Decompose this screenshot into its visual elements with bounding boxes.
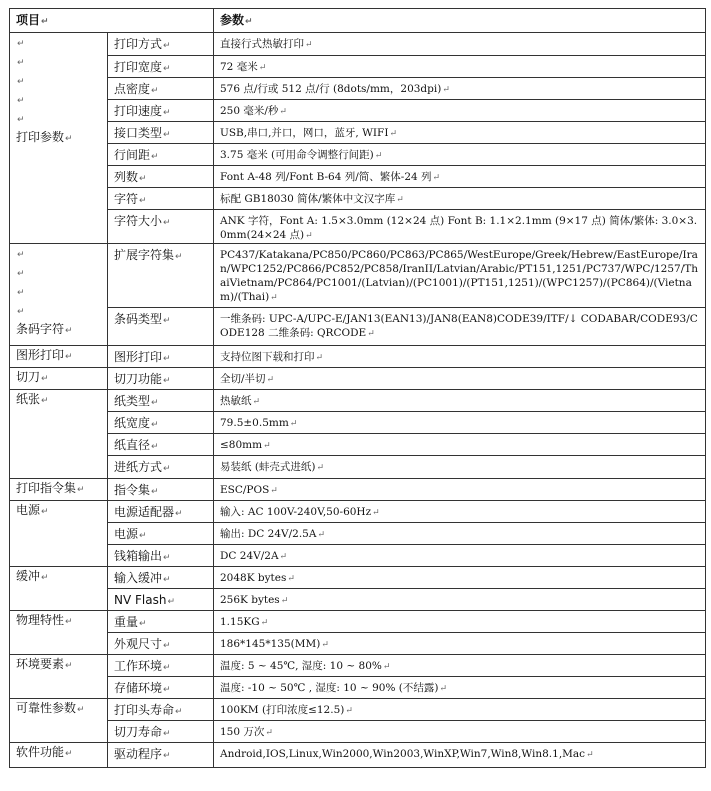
item-label: 纸宽度 (114, 416, 151, 430)
value-cell (214, 100, 706, 122)
paragraph-mark: ↵ (151, 420, 159, 430)
table-row (10, 677, 706, 699)
value-text: Android,IOS,Linux,Win2000,Win2003,WinXP,Win7,Win8,Win8.1,Mac (220, 748, 586, 760)
paragraph-mark: ↵ (305, 40, 313, 50)
section-label: 条码字符↵ (16, 322, 73, 336)
paragraph-mark: ↵ (163, 130, 171, 140)
paragraph-mark: ↵ (266, 375, 275, 385)
item-label: 工作环境 (114, 659, 163, 673)
paragraph-mark: ↵ (163, 729, 171, 739)
item-label: 钱箱输出 (114, 549, 163, 563)
section-label-cell (10, 567, 108, 611)
value-text: 576 点/行或 512 点/行 (8dots/mm，203dpi) (220, 83, 442, 95)
item-cell (108, 589, 214, 611)
item-cell (108, 721, 214, 743)
value-text: 100KM (打印浓度≤12.5) (220, 704, 345, 716)
paragraph-mark: ↵ (175, 252, 183, 262)
value-cell (214, 589, 706, 611)
value-cell (214, 368, 706, 390)
value-text: 79.5±0.5mm (220, 417, 289, 429)
section-label-cell (10, 655, 108, 699)
table-row (10, 655, 706, 677)
paragraph-mark: ↵ (163, 553, 171, 563)
value-text: 150 万次 (220, 726, 265, 738)
header-param: 参数↵ (214, 9, 706, 33)
value-cell (214, 611, 706, 633)
value-cell (214, 743, 706, 768)
paragraph-mark: ↵ (175, 707, 183, 717)
item-cell (108, 633, 214, 655)
value-text: ANK 字符，Font A: 1.5×3.0mm (12×24 点) Font B: 1.1×2.1mm (9×17 点) 简体/繁体: 3.0×3.0mm(24×24 点) (220, 215, 698, 241)
paragraph-mark: ↵ (382, 662, 391, 672)
value-text: 一维条码: UPC-A/UPC-E/JAN13(EAN13)/JAN8(EAN8)CODE39/ITF/↓ CODABAR/CODE93/CODE128 二维条码: QRCODE (220, 313, 698, 339)
paragraph-mark: ↵ (374, 151, 383, 161)
paragraph-mark: ↵ (41, 573, 49, 583)
paragraph-mark: ↵ (77, 705, 85, 715)
item-cell (108, 56, 214, 78)
paragraph-mark: ↵ (316, 463, 325, 473)
section-label: 图形打印↵ (16, 348, 73, 362)
paragraph-mark: ↵ (17, 77, 25, 87)
table-row (10, 434, 706, 456)
section-label: 缓冲↵ (16, 569, 49, 583)
value-text: 温度: 5 ~ 45℃, 湿度: 10 ~ 80% (220, 660, 382, 672)
item-label: 电源 (114, 527, 139, 541)
paragraph-mark: ↵ (163, 376, 171, 386)
value-text: 输入: AC 100V-240V,50-60Hz (220, 506, 372, 518)
item-cell (108, 188, 214, 210)
table-row (10, 78, 706, 100)
paragraph-mark: ↵ (17, 250, 25, 260)
paragraph-mark: ↵ (163, 464, 171, 474)
value-cell (214, 501, 706, 523)
section-label-cell (10, 33, 108, 244)
paragraph-mark: ↵ (17, 307, 25, 317)
value-text: 热敏纸 (220, 395, 252, 407)
paragraph-mark: ↵ (163, 575, 171, 585)
paragraph-mark: ↵ (139, 174, 147, 184)
value-text: 易装纸 (蚌壳式进纸) (220, 461, 316, 473)
section-label-cell (10, 743, 108, 768)
value-text: Font A-48 列/Font B-64 列/简、繁体-24 列 (220, 171, 432, 183)
paragraph-mark: ↵ (17, 288, 25, 298)
item-cell (108, 611, 214, 633)
header-item: 项目↵ (10, 9, 214, 33)
table-row (10, 122, 706, 144)
section-label: 软件功能↵ (16, 745, 73, 759)
value-text: USB,串口,并口，网口，蓝牙, WIFI (220, 127, 389, 139)
item-label: 字符 (114, 192, 139, 206)
paragraph-mark: ↵ (252, 397, 261, 407)
paragraph-mark: ↵ (163, 663, 171, 673)
value-text: 2048K bytes (220, 572, 287, 584)
item-label: 接口类型 (114, 126, 163, 140)
table-row (10, 589, 706, 611)
section-label-cell (10, 611, 108, 655)
table-row (10, 188, 706, 210)
paragraph-mark: ↵ (65, 617, 73, 627)
value-text: ESC/POS (220, 484, 270, 496)
paragraph-mark: ↵ (289, 419, 298, 429)
value-cell (214, 699, 706, 721)
value-cell (214, 33, 706, 56)
paragraph-mark: ↵ (139, 619, 147, 629)
paragraph-mark: ↵ (151, 398, 159, 408)
paragraph-mark: ↵ (345, 706, 353, 716)
table-row (10, 633, 706, 655)
section-label: 纸张↵ (16, 392, 49, 406)
paragraph-mark: ↵ (151, 487, 159, 497)
item-cell (108, 523, 214, 545)
table-row (10, 412, 706, 434)
value-text: 186*145*135(MM) (220, 638, 321, 650)
paragraph-mark: ↵ (372, 508, 380, 518)
table-row (10, 346, 706, 368)
value-cell (214, 655, 706, 677)
item-cell (108, 699, 214, 721)
paragraph-mark: ↵ (163, 108, 171, 118)
paragraph-mark: ↵ (65, 749, 73, 759)
paragraph-mark: ↵ (151, 152, 159, 162)
table-row (10, 166, 706, 188)
paragraph-mark: ↵ (65, 326, 73, 336)
paragraph-mark: ↵ (270, 293, 278, 303)
paragraph-mark: ↵ (442, 85, 450, 95)
table-row (10, 567, 706, 589)
section-label: 电源↵ (16, 503, 49, 517)
paragraph-mark: ↵ (17, 39, 25, 49)
item-cell (108, 677, 214, 699)
item-label: 纸类型 (114, 394, 151, 408)
paragraph-mark: ↵ (65, 352, 73, 362)
item-cell (108, 210, 214, 244)
item-label: 切刀寿命 (114, 725, 163, 739)
paragraph-mark: ↵ (139, 196, 147, 206)
paragraph-mark: ↵ (163, 218, 171, 228)
table-row (10, 501, 706, 523)
section-label: 打印参数↵ (16, 130, 73, 144)
item-label: 字符大小 (114, 214, 163, 228)
section-label-cell (10, 368, 108, 390)
item-cell (108, 479, 214, 501)
table-row (10, 368, 706, 390)
paragraph-mark: ↵ (163, 685, 171, 695)
paragraph-mark: ↵ (151, 86, 159, 96)
table-row (10, 545, 706, 567)
paragraph-mark: ↵ (17, 96, 25, 106)
value-cell (214, 166, 706, 188)
spec-table-container (9, 8, 706, 768)
paragraph-mark: ↵ (367, 329, 375, 339)
paragraph-mark: ↵ (139, 531, 147, 541)
paragraph-mark: ↵ (163, 751, 171, 761)
item-cell (108, 390, 214, 412)
table-row (10, 456, 706, 479)
paragraph-mark: ↵ (280, 596, 289, 606)
paragraph-mark: ↵ (263, 441, 271, 451)
paragraph-mark: ↵ (17, 58, 25, 68)
table-row (10, 144, 706, 166)
section-label: 打印指令集↵ (16, 481, 85, 495)
item-label: 指令集 (114, 483, 151, 497)
section-label-cell (10, 699, 108, 743)
value-cell (214, 545, 706, 567)
paragraph-mark: ↵ (396, 195, 404, 205)
item-label: 打印速度 (114, 104, 163, 118)
item-label: 重量 (114, 615, 139, 629)
item-label: 行间距 (114, 148, 151, 162)
item-label: 图形打印 (114, 350, 163, 364)
section-label: 可靠性参数↵ (16, 701, 85, 715)
table-row (10, 390, 706, 412)
value-text: 标配 GB18030 简体/繁体中文汉字库 (220, 193, 396, 205)
item-label: 扩展字符集 (114, 248, 175, 262)
item-label: 存储环境 (114, 681, 163, 695)
paragraph-mark: ↵ (65, 661, 73, 671)
spec-table (9, 8, 706, 768)
item-cell (108, 501, 214, 523)
table-row (10, 308, 706, 346)
item-label: 打印宽度 (114, 60, 163, 74)
table-row (10, 33, 706, 56)
item-label: 点密度 (114, 82, 151, 96)
value-text: 温度: -10 ~ 50℃ , 湿度: 10 ~ 90% (不结露) (220, 682, 439, 694)
item-label: 切刀功能 (114, 372, 163, 386)
spec-table-body (10, 33, 706, 768)
value-cell (214, 122, 706, 144)
section-label-cell (10, 479, 108, 501)
paragraph-mark: ↵ (586, 750, 594, 760)
paragraph-mark: ↵ (258, 63, 267, 73)
table-row (10, 611, 706, 633)
value-cell (214, 78, 706, 100)
paragraph-mark: ↵ (315, 353, 324, 363)
item-cell (108, 100, 214, 122)
value-cell (214, 456, 706, 479)
table-row (10, 479, 706, 501)
value-cell (214, 677, 706, 699)
value-cell (214, 567, 706, 589)
value-text: ≤80mm (220, 439, 263, 451)
value-text: DC 24V/2A (220, 550, 279, 562)
value-cell (214, 434, 706, 456)
paragraph-mark: ↵ (175, 509, 183, 519)
value-text: 支持位图下载和打印 (220, 351, 315, 363)
paragraph-mark: ↵ (279, 552, 288, 562)
paragraph-mark: ↵ (163, 41, 171, 51)
item-label: 驱动程序 (114, 747, 163, 761)
item-label: 打印方式 (114, 37, 163, 51)
item-cell (108, 655, 214, 677)
paragraph-mark: ↵ (65, 134, 73, 144)
paragraph-mark: ↵ (41, 374, 49, 384)
section-label: 环境要素↵ (16, 657, 73, 671)
table-row (10, 210, 706, 244)
item-label: 电源适配器 (114, 505, 175, 519)
item-cell (108, 78, 214, 100)
item-cell (108, 545, 214, 567)
section-label-cell (10, 501, 108, 567)
paragraph-mark: ↵ (163, 316, 171, 326)
value-text: 输出: DC 24V/2.5A (220, 528, 317, 540)
value-cell (214, 244, 706, 308)
item-label: NV Flash (114, 593, 167, 607)
item-cell (108, 33, 214, 56)
paragraph-mark: ↵ (77, 485, 85, 495)
paragraph-mark: ↵ (432, 173, 441, 183)
section-label: 切刀↵ (16, 370, 49, 384)
item-cell (108, 434, 214, 456)
paragraph-mark: ↵ (287, 574, 295, 584)
paragraph-mark: ↵ (265, 728, 273, 738)
item-cell (108, 166, 214, 188)
item-cell (108, 412, 214, 434)
value-text: PC437/Katakana/PC850/PC860/PC863/PC865/WestEurope/Greek/Hebrew/EastEurope/Iran/WPC1252/PC866/PC852/PC858/IranII/Latvian/Arabic/PT151,1251/PC737/WPC/1257/ThaiVietnam/PC864/PC1001/(Latvian)/(PC1001)/(PT151,1251)/(WPC1257)/(PC864)/(Vietnam)/(Thai) (220, 249, 699, 303)
value-cell (214, 412, 706, 434)
value-text: 72 毫米 (220, 61, 258, 73)
value-text: 3.75 毫米 (可用命令调整行间距) (220, 149, 374, 161)
paragraph-mark: ↵ (317, 530, 325, 540)
item-label: 外观尺寸 (114, 637, 163, 651)
item-cell (108, 567, 214, 589)
paragraph-mark: ↵ (439, 684, 448, 694)
item-label: 打印头寿命 (114, 703, 175, 717)
table-row (10, 56, 706, 78)
item-cell (108, 308, 214, 346)
value-cell (214, 390, 706, 412)
section-label-cell (10, 244, 108, 346)
item-label: 列数 (114, 170, 139, 184)
paragraph-mark: ↵ (163, 64, 171, 74)
value-text: 256K bytes (220, 594, 280, 606)
paragraph-mark: ↵ (260, 618, 269, 628)
item-label: 输入缓冲 (114, 571, 163, 585)
table-row (10, 721, 706, 743)
value-cell (214, 479, 706, 501)
value-cell (214, 346, 706, 368)
item-cell (108, 456, 214, 479)
paragraph-mark: ↵ (151, 442, 159, 452)
paragraph-mark: ↵ (163, 354, 171, 364)
value-cell (214, 523, 706, 545)
paragraph-mark: ↵ (41, 507, 49, 517)
section-label-cell (10, 346, 108, 368)
item-cell (108, 368, 214, 390)
value-cell (214, 144, 706, 166)
value-text: 1.15KG (220, 616, 260, 628)
item-cell (108, 244, 214, 308)
value-cell (214, 633, 706, 655)
paragraph-mark: ↵ (163, 641, 171, 651)
value-cell (214, 188, 706, 210)
paragraph-mark: ↵ (279, 107, 287, 117)
item-cell (108, 346, 214, 368)
section-label-cell (10, 390, 108, 479)
value-cell (214, 210, 706, 244)
value-text: 250 毫米/秒 (220, 105, 279, 117)
table-row (10, 523, 706, 545)
paragraph-mark: ↵ (389, 129, 398, 139)
paragraph-mark: ↵ (305, 231, 313, 241)
table-row (10, 743, 706, 768)
paragraph-mark: ↵ (270, 486, 278, 496)
item-label: 条码类型 (114, 312, 163, 326)
item-label: 进纸方式 (114, 460, 163, 474)
table-row (10, 100, 706, 122)
paragraph-mark: ↵ (41, 396, 49, 406)
paragraph-mark: ↵ (17, 269, 25, 279)
table-row (10, 699, 706, 721)
value-cell (214, 308, 706, 346)
item-cell (108, 144, 214, 166)
section-label: 物理特性↵ (16, 613, 73, 627)
paragraph-mark: ↵ (167, 597, 175, 607)
paragraph-mark: ↵ (321, 640, 329, 650)
item-cell (108, 122, 214, 144)
header-row (10, 9, 706, 33)
value-text: 直接行式热敏打印 (220, 38, 304, 50)
value-text: 全切/半切 (220, 373, 266, 385)
value-cell (214, 56, 706, 78)
paragraph-mark: ↵ (17, 115, 25, 125)
item-cell (108, 743, 214, 768)
value-cell (214, 721, 706, 743)
table-row (10, 244, 706, 308)
item-label: 纸直径 (114, 438, 151, 452)
